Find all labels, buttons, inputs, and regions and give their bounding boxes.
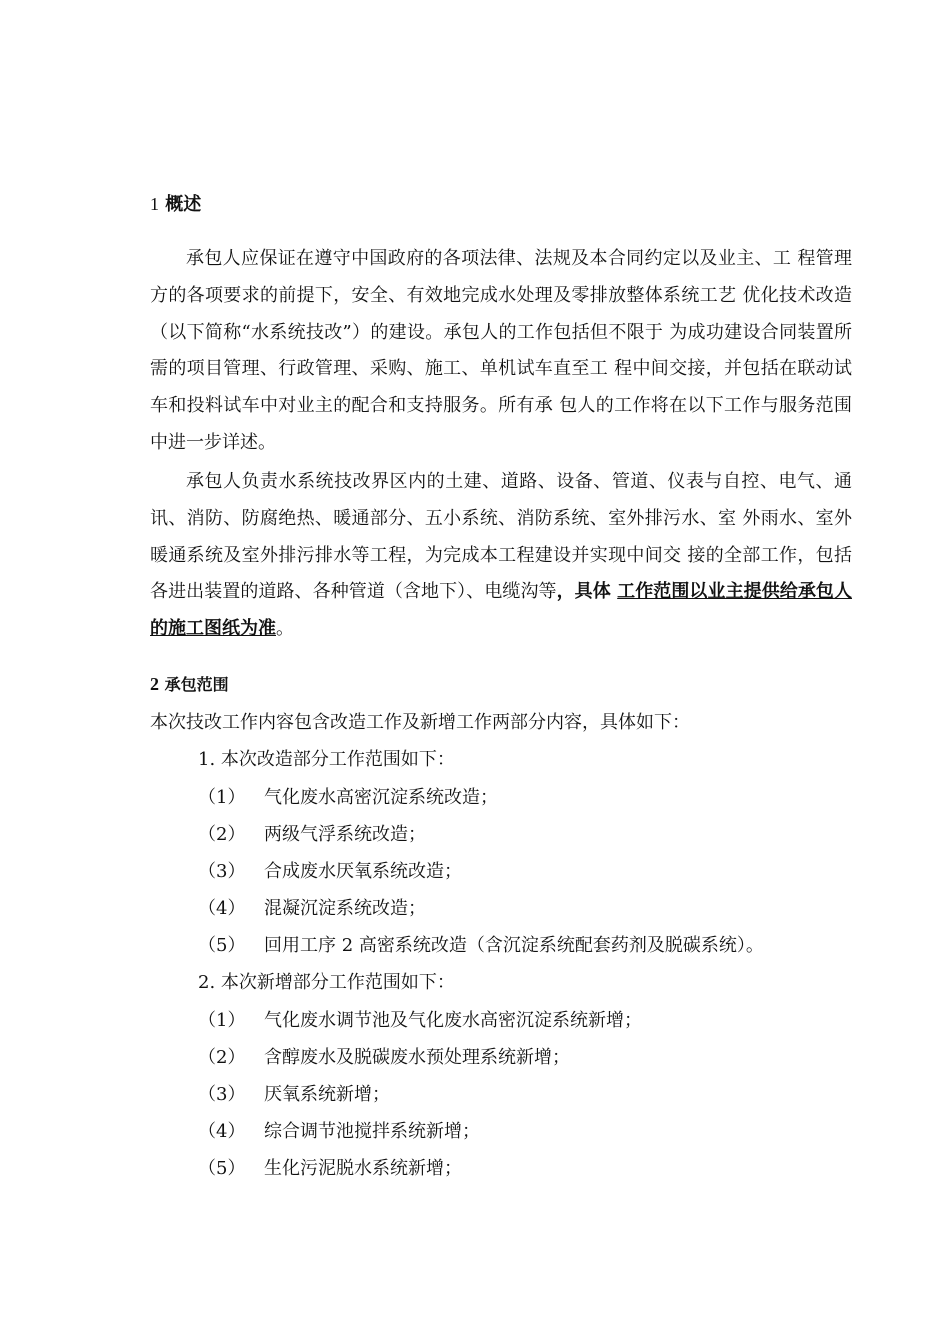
- list-item-number: （2）: [198, 1047, 246, 1068]
- list-item: [198, 1006, 642, 1032]
- section-1-heading: [150, 190, 201, 216]
- list-item-number: （5）: [198, 1158, 246, 1179]
- list-item: [198, 931, 764, 957]
- list-item: [198, 783, 498, 809]
- list-item: [198, 894, 426, 920]
- section-1-number: 1: [150, 194, 159, 214]
- list-item-text: 两级气浮系统改造；: [264, 824, 426, 845]
- list-item-number: （2）: [198, 824, 246, 845]
- list-item-text: 含醇废水及脱碳废水预处理系统新增；: [264, 1047, 570, 1068]
- list-item-text: 混凝沉淀系统改造；: [264, 898, 426, 919]
- list-item-number: （3）: [198, 861, 246, 882]
- paragraph-2-underlined-text: 工作范围以业主提供给承包人的施工图纸为准: [150, 581, 852, 640]
- list-item-text: 厌氧系统新增；: [264, 1084, 390, 1105]
- list-item: [198, 1080, 390, 1106]
- list-item: [198, 1043, 570, 1069]
- section-2-number: 2: [150, 674, 159, 694]
- part-2-title: 2. 本次新增部分工作范围如下：: [198, 972, 455, 993]
- section-2-title: 承包范围: [164, 675, 229, 694]
- list-item-text: 综合调节池搅拌系统新增；: [264, 1121, 480, 1142]
- part-1-title: 1. 本次改造部分工作范围如下：: [198, 749, 455, 770]
- paragraph-2-bold-text: ，具体: [556, 581, 618, 603]
- list-item-number: （1）: [198, 1010, 246, 1031]
- list-item-number: （1）: [198, 787, 246, 808]
- list-item: [198, 857, 462, 883]
- list-item-number: （5）: [198, 935, 246, 956]
- list-item-text: 气化废水调节池及气化废水高密沉淀系统新增；: [264, 1010, 642, 1031]
- list-item: [198, 820, 426, 846]
- list-item-text: 回用工序 2 高密系统改造（含沉淀系统配套药剂及脱碳系统）。: [264, 935, 764, 956]
- paragraph-2-text: 承包人负责水系统技改界区内的土建、道路、设备、管道、仪表与自控、电气、通讯、消防、防腐绝热、暖通部分、五小系统、消防系统、室外排污水、室 外雨水、室外暖通系统及室外排污排水等工程，为完成本工程建设并实现中间交 接的全部工作，包括各进出装置的道路、各种管道（含地下）、电缆沟等: [150, 471, 852, 603]
- section-1-paragraph-2: [150, 464, 852, 648]
- section-1-title: 概述: [165, 194, 202, 215]
- list-item-number: （3）: [198, 1084, 246, 1105]
- section-2-intro: 本次技改工作内容包含改造工作及新增工作两部分内容，具体如下：: [150, 712, 690, 733]
- section-2-heading: [150, 672, 229, 695]
- list-item-number: （4）: [198, 1121, 246, 1142]
- list-item-text: 气化废水高密沉淀系统改造；: [264, 787, 498, 808]
- list-item: [198, 1154, 462, 1180]
- list-item-text: 合成废水厌氧系统改造；: [264, 861, 462, 882]
- list-item-text: 生化污泥脱水系统新增；: [264, 1158, 462, 1179]
- section-1-paragraph-1: 承包人应保证在遵守中国政府的各项法律、法规及本合同约定以及业主、工 程管理方的各项要求的前提下，安全、有效地完成水处理及零排放整体系统工艺 优化技术改造（以下简称“水系统技改”）的建设。承包人的工作包括但不限于 为成功建设合同装置所需的项目管理、行政管理、采购、施工、单机试车直至工 程中间交接，并包括在联动试车和投料试车中对业主的配合和支持服务。所有承 包人的工作将在以下工作与服务范围中进一步详述。: [150, 248, 852, 453]
- paragraph-2-end: 。: [276, 618, 294, 640]
- list-item-number: （4）: [198, 898, 246, 919]
- list-item: [198, 1117, 480, 1143]
